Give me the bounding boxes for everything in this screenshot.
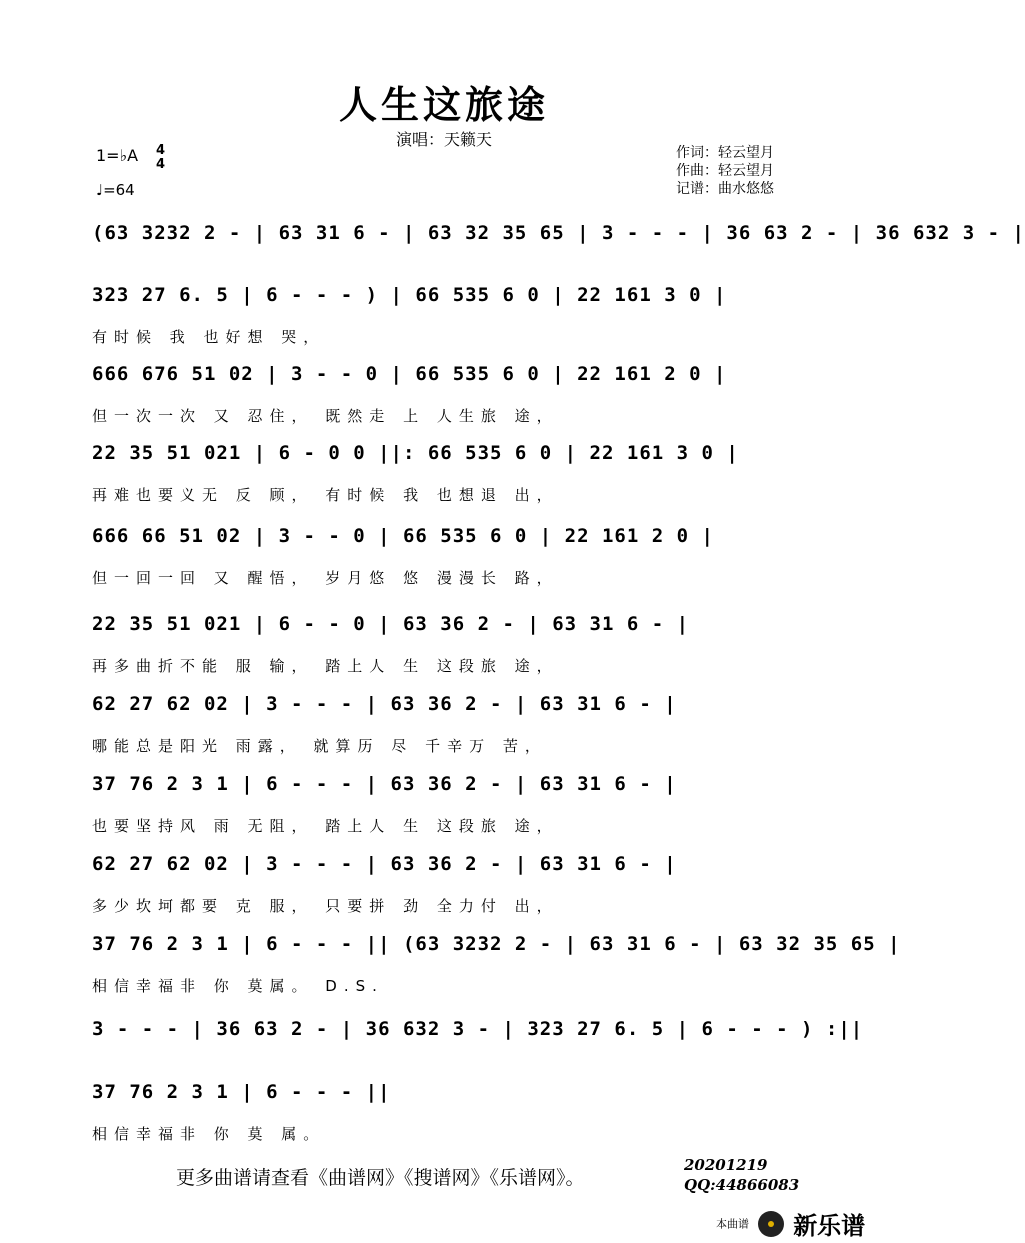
notation-line: 62 27 62 02 | 3 - - - | 63 36 2 - | 63 31 6 - | (92, 853, 677, 875)
transcription-date: 20201219 (684, 1156, 768, 1174)
notation-line: 22 35 51 021 | 6 - - 0 | 63 36 2 - | 63 31 6 - | (92, 613, 690, 635)
singer-credit: 演唱：天籁天 (395, 130, 492, 149)
site-logo (716, 1206, 865, 1241)
notation-line: 37 76 2 3 1 | 6 - - - | 63 36 2 - | 63 31 6 - | (92, 773, 677, 795)
notation-line: 3 - - - | 36 63 2 - | 36 632 3 - | 323 27 6. 5 | 6 - - - ) :|| (92, 1018, 864, 1040)
lyric-line: 有时候 我 也好想 哭， (92, 328, 326, 346)
lyric-line: 多少坎坷都要 克 服， 只要拼 劲 全力付 出， (92, 897, 559, 915)
lyricist-credit: 作词：轻云望月 (676, 145, 774, 161)
logo-caption: 本曲谱 (716, 1217, 749, 1231)
transcriber-credit: 记谱：曲水悠悠 (676, 181, 774, 197)
lyric-line (92, 1060, 798, 1082)
transcriber-qq: QQ:44866083 (684, 1176, 800, 1194)
time-signature-top: 4 (156, 143, 166, 158)
lyric-line: 相信幸福非 你 莫 属。 (92, 1125, 326, 1143)
lyric-line: 哪能总是阳光 雨露， 就算历 尽 千辛万 苦， (92, 737, 547, 755)
notation-line: 62 27 62 02 | 3 - - - | 63 36 2 - | 63 31 6 - | (92, 693, 677, 715)
notation-line: 666 66 51 02 | 3 - - 0 | 66 535 6 0 | 22 161 2 0 | (92, 525, 714, 547)
key-signature: 1=♭A (96, 146, 139, 165)
notation-line: 22 35 51 021 | 6 - 0 0 ||: 66 535 6 0 | 22 161 3 0 | (92, 442, 739, 464)
notation-line: 37 76 2 3 1 | 6 - - - || (63 3232 2 - | 63 31 6 - | 63 32 35 65 | (92, 933, 901, 955)
lyric-line: 再多曲折不能 服 输， 踏上人 生 这段旅 途， (92, 657, 559, 675)
footer-note: 更多曲谱请查看《曲谱网》《搜谱网》《乐谱网》。 (176, 1167, 585, 1189)
lyric-line: 相信幸福非 你 莫属。 D.S. (92, 977, 384, 995)
time-signature-bottom: 4 (156, 157, 166, 172)
time-signature (156, 144, 165, 172)
notation-line: 37 76 2 3 1 | 6 - - - || (92, 1081, 391, 1103)
song-title: 人生这旅途 (338, 82, 549, 127)
lyric-line: 再难也要义无 反 顾， 有时候 我 也想退 出， (92, 486, 559, 504)
notation-line: (63 3232 2 - | 63 31 6 - | 63 32 35 65 | 3 - - - | 36 63 2 - | 36 632 3 - | (92, 222, 1025, 244)
notation-line: 323 27 6. 5 | 6 - - - ) | 66 535 6 0 | 22 161 3 0 | (92, 284, 727, 306)
tempo-marking: ♩=64 (96, 181, 135, 199)
lyric-line (92, 264, 798, 286)
credits (676, 144, 774, 198)
composer-credit: 作曲：轻云望月 (676, 163, 774, 179)
notation-line: 666 676 51 02 | 3 - - 0 | 66 535 6 0 | 22 161 2 0 | (92, 363, 727, 385)
lyric-line: 也要坚持风 雨 无阻， 踏上人 生 这段旅 途， (92, 817, 559, 835)
transcription-info (684, 1155, 799, 1195)
lyric-line: 但一次一次 又 忍住， 既然走 上 人生旅 途， (92, 407, 559, 425)
record-icon (758, 1211, 784, 1237)
logo-text: 新乐谱 (793, 1212, 866, 1240)
lyric-line: 但一回一回 又 醒悟， 岁月悠 悠 漫漫长 路， (92, 569, 559, 587)
